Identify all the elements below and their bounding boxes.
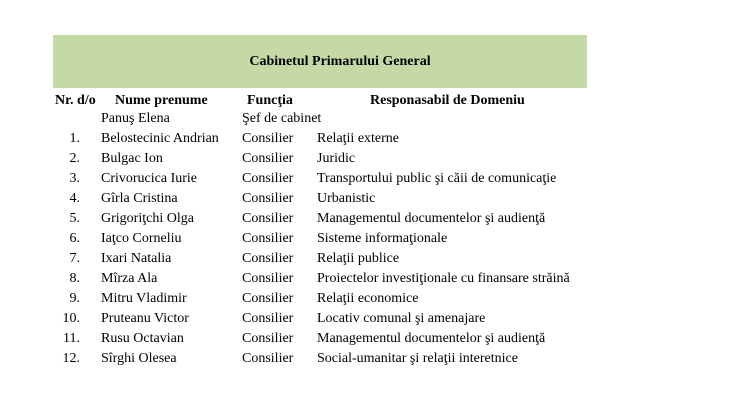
row-function: Consilier (242, 351, 294, 366)
row-function: Consilier (242, 291, 294, 306)
row-name: Ixari Natalia (101, 251, 172, 266)
row-domain: Social-umanitar şi relaţii interetnice (317, 351, 518, 366)
table-row (0, 130, 740, 150)
row-name: Gîrla Cristina (101, 191, 178, 206)
page-title: Cabinetul Primarului General (249, 53, 431, 69)
row-function: Consilier (242, 331, 294, 346)
table-row (0, 170, 740, 190)
table-row (0, 310, 740, 330)
table-row (0, 350, 740, 370)
row-domain: Proiectelor investiţionale cu finansare străină (317, 271, 570, 286)
table-row (0, 250, 740, 270)
row-number: 7. (69, 251, 80, 266)
row-function: Consilier (242, 231, 294, 246)
row-number: 11. (63, 331, 80, 346)
table-row (0, 230, 740, 250)
row-domain: Locativ comunal şi amenajare (317, 311, 486, 326)
row-function: Consilier (242, 311, 294, 326)
table-row (0, 290, 740, 310)
row-number: 12. (62, 351, 80, 366)
row-number: 3. (69, 171, 80, 186)
header-domain: Responasabil de Domeniu (370, 93, 525, 108)
row-domain: Transportului public şi căii de comunicaţie (317, 171, 557, 186)
row-name: Mitru Vladimir (101, 291, 187, 306)
row-name: Crivorucica Iurie (101, 171, 198, 186)
row-name: Belostecinic Andrian (101, 131, 219, 146)
table-row (0, 270, 740, 290)
row-name: Bulgac Ion (101, 151, 163, 166)
row-domain: Sisteme informaţionale (317, 231, 448, 246)
row-name: Pruteanu Victor (101, 311, 189, 326)
row-name: Rusu Octavian (101, 331, 184, 346)
header-nr: Nr. d/o (55, 93, 96, 108)
row-function: Consilier (242, 171, 294, 186)
row-function: Şef de cabinet (242, 111, 322, 126)
table-row (0, 150, 740, 170)
row-name: Grigoriţchi Olga (101, 211, 194, 226)
table-row (0, 110, 740, 130)
row-domain: Relaţii externe (317, 131, 400, 146)
table-row (0, 210, 740, 230)
row-domain: Relaţii economice (317, 291, 419, 306)
row-domain: Managementul documentelor şi audienţă (317, 211, 546, 226)
row-function: Consilier (242, 251, 294, 266)
row-number: 10. (62, 311, 80, 326)
row-name: Panuş Elena (101, 111, 170, 126)
row-number: 2. (69, 151, 80, 166)
header-function: Funcţia (247, 93, 293, 108)
row-number: 6. (69, 231, 80, 246)
header-name: Nume prenume (115, 93, 208, 108)
row-name: Sîrghi Olesea (101, 351, 177, 366)
row-number: 5. (69, 211, 80, 226)
row-function: Consilier (242, 151, 294, 166)
row-function: Consilier (242, 191, 294, 206)
row-name: Iaţco Corneliu (101, 231, 182, 246)
title-banner (53, 35, 587, 88)
row-function: Consilier (242, 211, 294, 226)
row-domain: Urbanistic (317, 191, 376, 206)
table-row (0, 190, 740, 210)
staff-table (0, 110, 740, 370)
row-domain: Relaţii publice (317, 251, 400, 266)
row-number: 8. (69, 271, 80, 286)
row-domain: Juridic (317, 151, 356, 166)
row-domain: Managementul documentelor şi audienţă (317, 331, 546, 346)
row-number: 1. (69, 131, 80, 146)
table-row (0, 330, 740, 350)
row-number: 4. (69, 191, 80, 206)
row-function: Consilier (242, 271, 294, 286)
row-number: 9. (69, 291, 80, 306)
row-name: Mîrza Ala (101, 271, 158, 286)
row-function: Consilier (242, 131, 294, 146)
